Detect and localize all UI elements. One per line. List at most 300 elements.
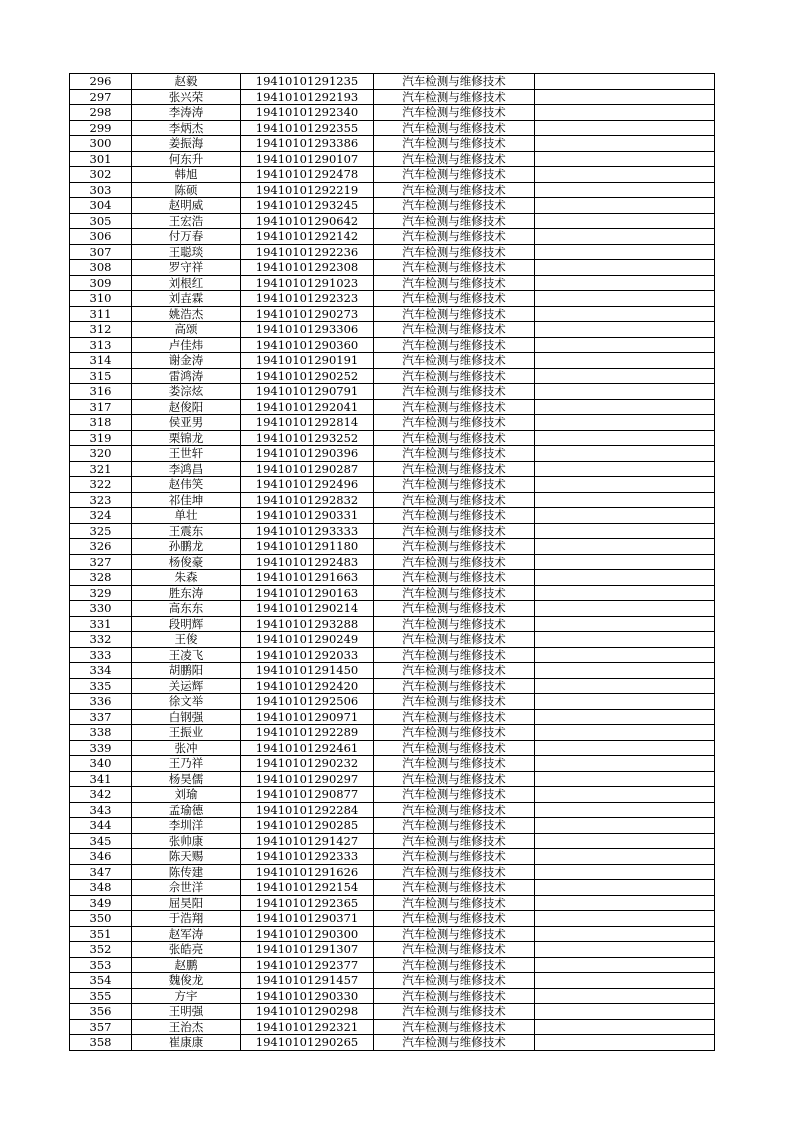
- row-number-cell: 324: [70, 508, 132, 524]
- note-cell: [535, 306, 715, 322]
- major-cell: 汽车检测与维修技术: [374, 818, 535, 834]
- major-cell: 汽车检测与维修技术: [374, 260, 535, 276]
- note-cell: [535, 771, 715, 787]
- note-cell: [535, 802, 715, 818]
- major-cell: 汽车检测与维修技术: [374, 399, 535, 415]
- note-cell: [535, 833, 715, 849]
- note-cell: [535, 647, 715, 663]
- note-cell: [535, 895, 715, 911]
- major-cell: 汽车检测与维修技术: [374, 694, 535, 710]
- student-name-cell: 徐文举: [132, 694, 241, 710]
- exam-id-cell: 19410101292321: [241, 1019, 374, 1035]
- table-row: [70, 895, 715, 911]
- major-cell: 汽车检测与维修技术: [374, 787, 535, 803]
- major-cell: 汽车检测与维修技术: [374, 973, 535, 989]
- note-cell: [535, 353, 715, 369]
- table-row: [70, 384, 715, 400]
- row-number-cell: 338: [70, 725, 132, 741]
- major-cell: 汽车检测与维修技术: [374, 988, 535, 1004]
- table-row: [70, 306, 715, 322]
- note-cell: [535, 446, 715, 462]
- major-cell: 汽车检测与维修技术: [374, 446, 535, 462]
- student-name-cell: 单壮: [132, 508, 241, 524]
- row-number-cell: 318: [70, 415, 132, 431]
- row-number-cell: 299: [70, 120, 132, 136]
- table-row: [70, 539, 715, 555]
- exam-id-cell: 19410101290371: [241, 911, 374, 927]
- row-number-cell: 298: [70, 105, 132, 121]
- note-cell: [535, 508, 715, 524]
- note-cell: [535, 384, 715, 400]
- exam-id-cell: 19410101293245: [241, 198, 374, 214]
- table-row: [70, 415, 715, 431]
- row-number-cell: 309: [70, 275, 132, 291]
- row-number-cell: 317: [70, 399, 132, 415]
- major-cell: 汽车检测与维修技术: [374, 477, 535, 493]
- table-row: [70, 957, 715, 973]
- student-name-cell: 王明强: [132, 1004, 241, 1020]
- student-name-cell: 胜东涛: [132, 585, 241, 601]
- row-number-cell: 314: [70, 353, 132, 369]
- student-name-cell: 魏俊龙: [132, 973, 241, 989]
- note-cell: [535, 430, 715, 446]
- student-name-cell: 崔康康: [132, 1035, 241, 1051]
- row-number-cell: 326: [70, 539, 132, 555]
- row-number-cell: 313: [70, 337, 132, 353]
- major-cell: 汽车检测与维修技术: [374, 384, 535, 400]
- row-number-cell: 304: [70, 198, 132, 214]
- row-number-cell: 353: [70, 957, 132, 973]
- major-cell: 汽车检测与维修技术: [374, 1019, 535, 1035]
- note-cell: [535, 787, 715, 803]
- row-number-cell: 349: [70, 895, 132, 911]
- exam-id-cell: 19410101290287: [241, 461, 374, 477]
- row-number-cell: 312: [70, 322, 132, 338]
- major-cell: 汽车检测与维修技术: [374, 89, 535, 105]
- note-cell: [535, 229, 715, 245]
- table-row: [70, 136, 715, 152]
- table-row: [70, 337, 715, 353]
- major-cell: 汽车检测与维修技术: [374, 508, 535, 524]
- major-cell: 汽车检测与维修技术: [374, 213, 535, 229]
- note-cell: [535, 725, 715, 741]
- major-cell: 汽车检测与维修技术: [374, 880, 535, 896]
- note-cell: [535, 477, 715, 493]
- exam-id-cell: 19410101292355: [241, 120, 374, 136]
- row-number-cell: 358: [70, 1035, 132, 1051]
- table-row: [70, 322, 715, 338]
- major-cell: 汽车检测与维修技术: [374, 833, 535, 849]
- exam-id-cell: 19410101290971: [241, 709, 374, 725]
- note-cell: [535, 1004, 715, 1020]
- note-cell: [535, 120, 715, 136]
- exam-id-cell: 19410101290249: [241, 632, 374, 648]
- student-name-cell: 赵鹏: [132, 957, 241, 973]
- row-number-cell: 302: [70, 167, 132, 183]
- exam-id-cell: 19410101292832: [241, 492, 374, 508]
- major-cell: 汽车检测与维修技术: [374, 756, 535, 772]
- row-number-cell: 297: [70, 89, 132, 105]
- exam-id-cell: 19410101291450: [241, 663, 374, 679]
- row-number-cell: 316: [70, 384, 132, 400]
- exam-id-cell: 19410101292308: [241, 260, 374, 276]
- major-cell: 汽车检测与维修技术: [374, 601, 535, 617]
- student-name-cell: 祁佳坤: [132, 492, 241, 508]
- major-cell: 汽车检测与维修技术: [374, 771, 535, 787]
- note-cell: [535, 942, 715, 958]
- exam-id-cell: 19410101292236: [241, 244, 374, 260]
- note-cell: [535, 539, 715, 555]
- row-number-cell: 320: [70, 446, 132, 462]
- major-cell: 汽车检测与维修技术: [374, 337, 535, 353]
- note-cell: [535, 322, 715, 338]
- student-name-cell: 付万春: [132, 229, 241, 245]
- row-number-cell: 307: [70, 244, 132, 260]
- exam-id-cell: 19410101291180: [241, 539, 374, 555]
- exam-id-cell: 19410101292193: [241, 89, 374, 105]
- row-number-cell: 310: [70, 291, 132, 307]
- major-cell: 汽车检测与维修技术: [374, 802, 535, 818]
- note-cell: [535, 167, 715, 183]
- table-row: [70, 632, 715, 648]
- student-name-cell: 张冲: [132, 740, 241, 756]
- exam-id-cell: 19410101292041: [241, 399, 374, 415]
- major-cell: 汽车检测与维修技术: [374, 570, 535, 586]
- student-name-cell: 王治杰: [132, 1019, 241, 1035]
- exam-id-cell: 19410101292478: [241, 167, 374, 183]
- row-number-cell: 331: [70, 616, 132, 632]
- note-cell: [535, 585, 715, 601]
- major-cell: 汽车检测与维修技术: [374, 244, 535, 260]
- exam-id-cell: 19410101292365: [241, 895, 374, 911]
- note-cell: [535, 663, 715, 679]
- major-cell: 汽车检测与维修技术: [374, 151, 535, 167]
- major-cell: 汽车检测与维修技术: [374, 647, 535, 663]
- exam-id-cell: 19410101290642: [241, 213, 374, 229]
- table-row: [70, 864, 715, 880]
- note-cell: [535, 337, 715, 353]
- exam-id-cell: 19410101290360: [241, 337, 374, 353]
- student-name-cell: 张帅康: [132, 833, 241, 849]
- student-name-cell: 李圳洋: [132, 818, 241, 834]
- row-number-cell: 325: [70, 523, 132, 539]
- major-cell: 汽车检测与维修技术: [374, 740, 535, 756]
- student-name-cell: 王振业: [132, 725, 241, 741]
- table-row: [70, 601, 715, 617]
- table-row: [70, 260, 715, 276]
- table-row: [70, 570, 715, 586]
- exam-id-cell: 19410101293333: [241, 523, 374, 539]
- row-number-cell: 305: [70, 213, 132, 229]
- row-number-cell: 333: [70, 647, 132, 663]
- row-number-cell: 339: [70, 740, 132, 756]
- row-number-cell: 350: [70, 911, 132, 927]
- student-name-cell: 张兴荣: [132, 89, 241, 105]
- note-cell: [535, 849, 715, 865]
- exam-id-cell: 19410101291023: [241, 275, 374, 291]
- note-cell: [535, 740, 715, 756]
- exam-id-cell: 19410101290214: [241, 601, 374, 617]
- table-row: [70, 818, 715, 834]
- exam-id-cell: 19410101292506: [241, 694, 374, 710]
- exam-id-cell: 19410101290285: [241, 818, 374, 834]
- note-cell: [535, 523, 715, 539]
- exam-id-cell: 19410101290265: [241, 1035, 374, 1051]
- row-number-cell: 337: [70, 709, 132, 725]
- student-name-cell: 雷鸿涛: [132, 368, 241, 384]
- table-row: [70, 756, 715, 772]
- row-number-cell: 341: [70, 771, 132, 787]
- major-cell: 汽车检测与维修技术: [374, 585, 535, 601]
- note-cell: [535, 554, 715, 570]
- note-cell: [535, 988, 715, 1004]
- row-number-cell: 344: [70, 818, 132, 834]
- table-row: [70, 1004, 715, 1020]
- student-name-cell: 佘世洋: [132, 880, 241, 896]
- student-name-cell: 于浩翔: [132, 911, 241, 927]
- student-name-cell: 段明辉: [132, 616, 241, 632]
- student-name-cell: 王俊: [132, 632, 241, 648]
- table-row: [70, 694, 715, 710]
- note-cell: [535, 756, 715, 772]
- note-cell: [535, 1019, 715, 1035]
- exam-id-cell: 19410101292142: [241, 229, 374, 245]
- major-cell: 汽车检测与维修技术: [374, 1004, 535, 1020]
- table-row: [70, 198, 715, 214]
- row-number-cell: 328: [70, 570, 132, 586]
- exam-id-cell: 19410101292814: [241, 415, 374, 431]
- note-cell: [535, 213, 715, 229]
- row-number-cell: 303: [70, 182, 132, 198]
- table-row: [70, 616, 715, 632]
- row-number-cell: 332: [70, 632, 132, 648]
- table-row: [70, 89, 715, 105]
- exam-id-cell: 19410101290396: [241, 446, 374, 462]
- table-row: [70, 942, 715, 958]
- table-body: [70, 74, 715, 1051]
- row-number-cell: 319: [70, 430, 132, 446]
- table-row: [70, 523, 715, 539]
- exam-id-cell: 19410101290163: [241, 585, 374, 601]
- note-cell: [535, 105, 715, 121]
- row-number-cell: 342: [70, 787, 132, 803]
- major-cell: 汽车检测与维修技术: [374, 415, 535, 431]
- row-number-cell: 352: [70, 942, 132, 958]
- note-cell: [535, 275, 715, 291]
- row-number-cell: 315: [70, 368, 132, 384]
- major-cell: 汽车检测与维修技术: [374, 539, 535, 555]
- note-cell: [535, 694, 715, 710]
- student-name-cell: 罗守祥: [132, 260, 241, 276]
- table-row: [70, 802, 715, 818]
- row-number-cell: 345: [70, 833, 132, 849]
- student-name-cell: 孟瑜德: [132, 802, 241, 818]
- table-row: [70, 74, 715, 90]
- major-cell: 汽车检测与维修技术: [374, 725, 535, 741]
- exam-id-cell: 19410101293386: [241, 136, 374, 152]
- student-name-cell: 赵毅: [132, 74, 241, 90]
- major-cell: 汽车检测与维修技术: [374, 926, 535, 942]
- student-name-cell: 陈天赐: [132, 849, 241, 865]
- student-name-cell: 朱森: [132, 570, 241, 586]
- note-cell: [535, 911, 715, 927]
- note-cell: [535, 74, 715, 90]
- exam-id-cell: 19410101290877: [241, 787, 374, 803]
- note-cell: [535, 198, 715, 214]
- student-name-cell: 赵伟笑: [132, 477, 241, 493]
- exam-id-cell: 19410101293252: [241, 430, 374, 446]
- row-number-cell: 356: [70, 1004, 132, 1020]
- table-row: [70, 151, 715, 167]
- note-cell: [535, 818, 715, 834]
- student-name-cell: 李炳杰: [132, 120, 241, 136]
- student-name-cell: 王凌飞: [132, 647, 241, 663]
- table-row: [70, 508, 715, 524]
- major-cell: 汽车检测与维修技术: [374, 306, 535, 322]
- student-name-cell: 陈传建: [132, 864, 241, 880]
- student-name-cell: 刘瑜: [132, 787, 241, 803]
- exam-id-cell: 19410101292289: [241, 725, 374, 741]
- note-cell: [535, 864, 715, 880]
- exam-id-cell: 19410101293288: [241, 616, 374, 632]
- major-cell: 汽车检测与维修技术: [374, 864, 535, 880]
- table-row: [70, 430, 715, 446]
- table-row: [70, 771, 715, 787]
- exam-id-cell: 19410101290791: [241, 384, 374, 400]
- major-cell: 汽车检测与维修技术: [374, 430, 535, 446]
- exam-id-cell: 19410101292033: [241, 647, 374, 663]
- table-row: [70, 461, 715, 477]
- student-list-table: [69, 73, 715, 1051]
- note-cell: [535, 291, 715, 307]
- table-row: [70, 275, 715, 291]
- major-cell: 汽车检测与维修技术: [374, 523, 535, 539]
- exam-id-cell: 19410101291427: [241, 833, 374, 849]
- student-name-cell: 赵军涛: [132, 926, 241, 942]
- major-cell: 汽车检测与维修技术: [374, 663, 535, 679]
- major-cell: 汽车检测与维修技术: [374, 632, 535, 648]
- table-row: [70, 725, 715, 741]
- row-number-cell: 335: [70, 678, 132, 694]
- major-cell: 汽车检测与维修技术: [374, 198, 535, 214]
- row-number-cell: 323: [70, 492, 132, 508]
- table-row: [70, 182, 715, 198]
- major-cell: 汽车检测与维修技术: [374, 353, 535, 369]
- note-cell: [535, 1035, 715, 1051]
- note-cell: [535, 136, 715, 152]
- table-row: [70, 988, 715, 1004]
- student-name-cell: 赵俊阳: [132, 399, 241, 415]
- student-name-cell: 杨昊儒: [132, 771, 241, 787]
- row-number-cell: 343: [70, 802, 132, 818]
- note-cell: [535, 399, 715, 415]
- note-cell: [535, 570, 715, 586]
- exam-id-cell: 19410101290191: [241, 353, 374, 369]
- student-name-cell: 姜振海: [132, 136, 241, 152]
- student-name-cell: 姚浩杰: [132, 306, 241, 322]
- exam-id-cell: 19410101292483: [241, 554, 374, 570]
- table-row: [70, 554, 715, 570]
- major-cell: 汽车检测与维修技术: [374, 849, 535, 865]
- note-cell: [535, 260, 715, 276]
- table-row: [70, 740, 715, 756]
- table-row: [70, 229, 715, 245]
- table-row: [70, 291, 715, 307]
- table-row: [70, 477, 715, 493]
- note-cell: [535, 709, 715, 725]
- row-number-cell: 329: [70, 585, 132, 601]
- exam-id-cell: 19410101290331: [241, 508, 374, 524]
- row-number-cell: 354: [70, 973, 132, 989]
- table-row: [70, 399, 715, 415]
- table-row: [70, 678, 715, 694]
- student-name-cell: 王世轩: [132, 446, 241, 462]
- note-cell: [535, 601, 715, 617]
- student-name-cell: 屈昊阳: [132, 895, 241, 911]
- row-number-cell: 322: [70, 477, 132, 493]
- student-name-cell: 高颂: [132, 322, 241, 338]
- major-cell: 汽车检测与维修技术: [374, 105, 535, 121]
- student-name-cell: 韩旭: [132, 167, 241, 183]
- major-cell: 汽车检测与维修技术: [374, 616, 535, 632]
- table-row: [70, 663, 715, 679]
- major-cell: 汽车检测与维修技术: [374, 275, 535, 291]
- row-number-cell: 321: [70, 461, 132, 477]
- table-row: [70, 926, 715, 942]
- row-number-cell: 296: [70, 74, 132, 90]
- student-name-cell: 栗锦龙: [132, 430, 241, 446]
- major-cell: 汽车检测与维修技术: [374, 911, 535, 927]
- major-cell: 汽车检测与维修技术: [374, 1035, 535, 1051]
- student-name-cell: 张皓亮: [132, 942, 241, 958]
- major-cell: 汽车检测与维修技术: [374, 136, 535, 152]
- table-row: [70, 880, 715, 896]
- note-cell: [535, 182, 715, 198]
- table-row: [70, 1035, 715, 1051]
- table-row: [70, 1019, 715, 1035]
- major-cell: 汽车检测与维修技术: [374, 709, 535, 725]
- row-number-cell: 357: [70, 1019, 132, 1035]
- student-name-cell: 娄淙炫: [132, 384, 241, 400]
- note-cell: [535, 151, 715, 167]
- table-row: [70, 647, 715, 663]
- student-name-cell: 王乃祥: [132, 756, 241, 772]
- exam-id-cell: 19410101292333: [241, 849, 374, 865]
- student-name-cell: 赵明威: [132, 198, 241, 214]
- table-row: [70, 244, 715, 260]
- student-name-cell: 关运辉: [132, 678, 241, 694]
- table-row: [70, 973, 715, 989]
- exam-id-cell: 19410101290297: [241, 771, 374, 787]
- table-row: [70, 787, 715, 803]
- major-cell: 汽车检测与维修技术: [374, 461, 535, 477]
- student-name-cell: 李涛涛: [132, 105, 241, 121]
- exam-id-cell: 19410101292219: [241, 182, 374, 198]
- student-name-cell: 王聪琰: [132, 244, 241, 260]
- student-name-cell: 胡鹏阳: [132, 663, 241, 679]
- student-name-cell: 李鸿昌: [132, 461, 241, 477]
- exam-id-cell: 19410101290298: [241, 1004, 374, 1020]
- major-cell: 汽车检测与维修技术: [374, 229, 535, 245]
- exam-id-cell: 19410101291457: [241, 973, 374, 989]
- note-cell: [535, 89, 715, 105]
- student-name-cell: 杨俊豪: [132, 554, 241, 570]
- exam-id-cell: 19410101291307: [241, 942, 374, 958]
- table-row: [70, 105, 715, 121]
- exam-id-cell: 19410101292154: [241, 880, 374, 896]
- note-cell: [535, 616, 715, 632]
- table-row: [70, 446, 715, 462]
